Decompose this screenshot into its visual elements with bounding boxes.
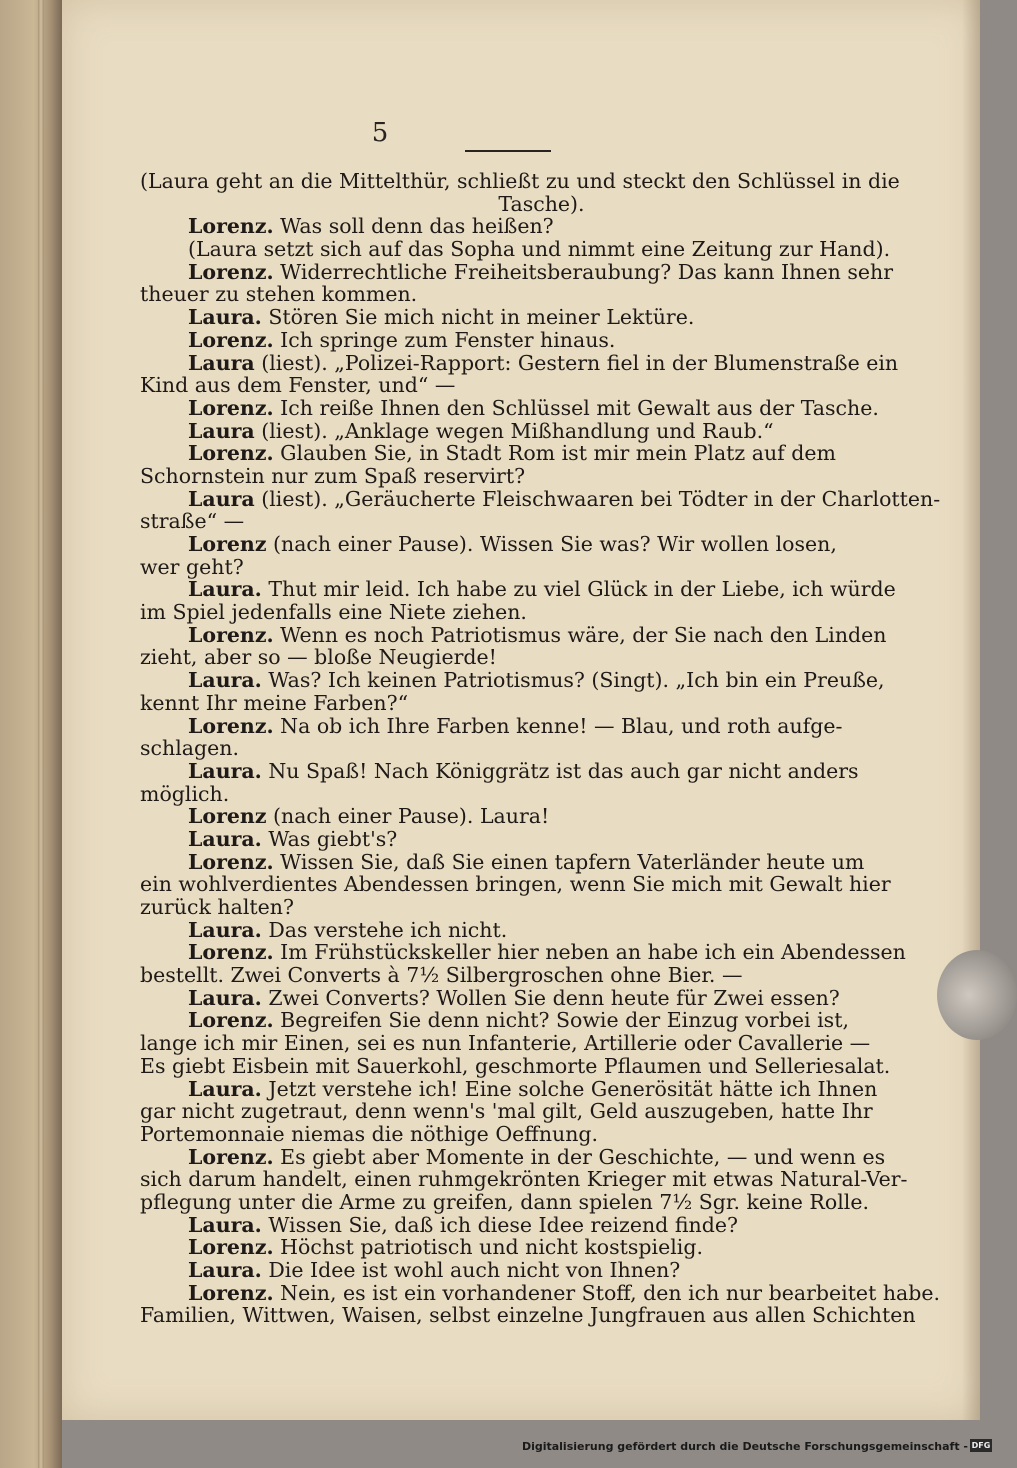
speaker-name: Laura. — [188, 985, 262, 1010]
line-text: schlagen. — [140, 736, 239, 761]
text-line — [140, 169, 900, 193]
line-text: Was soll denn das heißen? — [273, 214, 554, 239]
text-line — [140, 465, 870, 488]
line-text: straße“ — — [140, 509, 245, 534]
speaker-name: Laura. — [188, 826, 262, 851]
line-text: möglich. — [140, 781, 230, 806]
spine-edge — [38, 0, 44, 1468]
text-line — [140, 896, 870, 919]
text-line — [140, 329, 870, 352]
line-text: Tasche). — [140, 191, 585, 216]
text-line — [140, 237, 891, 262]
line-text: Nein, es ist ein vorhandener Stoff, den ich nur bearbeitet habe. — [273, 1280, 941, 1305]
speaker-name: Lorenz. — [188, 441, 274, 466]
text-line — [140, 622, 887, 647]
text-line — [140, 1123, 870, 1146]
speaker-name: Laura — [188, 350, 255, 375]
text-line — [140, 783, 870, 806]
text-line — [140, 964, 870, 987]
speaker-name: Lorenz. — [188, 849, 274, 874]
speaker-name: Laura. — [188, 1258, 262, 1282]
line-text: theuer zu stehen kommen. — [140, 282, 418, 307]
text-line — [140, 215, 870, 238]
speaker-name: Lorenz. — [188, 1144, 274, 1169]
text-line — [140, 350, 899, 375]
line-text: Was giebt's? — [261, 826, 398, 851]
line-text: bestellt. Zwei Converts à 7½ Silbergroschen ohne Bier. — — [140, 963, 743, 988]
line-text: Stören Sie mich nicht in meiner Lektüre. — [261, 305, 695, 330]
speaker-name: Laura. — [188, 668, 262, 693]
line-text: (nach einer Pause). Wissen Sie was? Wir wollen losen, — [266, 532, 837, 556]
text-line — [140, 919, 870, 942]
text-line — [140, 1076, 878, 1101]
line-text: im Spiel jedenfalls eine Niete ziehen. — [140, 600, 527, 625]
text-line — [140, 510, 870, 533]
thumb-bookmark — [937, 950, 1017, 1040]
line-text: Portemonnaie niemas die nöthige Oeffnung. — [140, 1121, 599, 1146]
text-line — [140, 1099, 873, 1124]
text-line — [140, 1280, 941, 1305]
text-line — [140, 940, 906, 965]
speaker-name: Lorenz. — [188, 940, 274, 965]
line-text: kennt Ihr meine Farben?“ — [140, 690, 409, 715]
line-text: Es giebt aber Momente in der Geschichte, — und wenn es — [273, 1144, 886, 1169]
line-text: Wissen Sie, daß ich diese Idee reizend finde? — [261, 1212, 738, 1237]
text-line — [140, 737, 870, 760]
text-line — [140, 283, 870, 306]
line-text: Wissen Sie, daß Sie einen tapfern Vaterländer heute um — [273, 849, 865, 874]
line-text: Jetzt verstehe ich! Eine solche Generösität hätte ich Ihnen — [261, 1076, 878, 1101]
line-text: (liest). „Anklage wegen Mißhandlung und Raub.“ — [254, 418, 774, 443]
line-text: Begreifen Sie denn nicht? Sowie der Einzug vorbei ist, — [273, 1008, 849, 1033]
speaker-name: Lorenz. — [188, 1235, 274, 1260]
text-line — [140, 556, 870, 579]
text-line — [140, 420, 870, 443]
line-text: Zwei Converts? Wollen Sie denn heute für Zwei essen? — [261, 985, 840, 1010]
line-text: Wenn es noch Patriotismus wäre, der Sie nach den Linden — [273, 622, 887, 647]
page-text — [140, 169, 941, 1328]
text-line — [140, 872, 891, 897]
speaker-name: Lorenz. — [188, 713, 274, 738]
text-line — [140, 193, 870, 216]
text-line — [140, 306, 870, 329]
speaker-name: Lorenz. — [188, 395, 274, 420]
line-text: pflegung unter die Arme zu greifen, dann spielen 7½ Sgr. keine Rolle. — [140, 1189, 869, 1214]
line-text: (Laura geht an die Mittelthür, schließt zu und steckt den Schlüssel in die — [140, 169, 900, 193]
line-text: Das verstehe ich nicht. — [261, 917, 508, 942]
text-line — [140, 1303, 916, 1328]
speaker-name: Laura. — [188, 1212, 262, 1237]
line-text: Widerrechtliche Freiheitsberaubung? Das kann Ihnen sehr — [273, 259, 894, 284]
book-spine — [0, 0, 62, 1468]
text-line — [140, 442, 870, 465]
text-line — [140, 668, 885, 693]
speaker-name: Lorenz. — [188, 1280, 274, 1305]
line-text: Ich reiße Ihnen den Schlüssel mit Gewalt aus der Tasche. — [273, 395, 879, 420]
speaker-name: Lorenz. — [188, 622, 274, 647]
line-text: zurück halten? — [140, 895, 294, 919]
text-line — [140, 486, 941, 511]
speaker-name: Laura — [188, 418, 255, 443]
speaker-name: Laura — [188, 486, 255, 511]
line-text: Schornstein nur zum Spaß reservirt? — [140, 463, 526, 488]
speaker-name: Lorenz. — [188, 1008, 274, 1033]
line-text: (nach einer Pause). Laura! — [266, 804, 550, 829]
line-text: (liest). „Geräucherte Fleischwaaren bei Tödter in der Charlotten- — [254, 486, 941, 511]
text-line — [140, 987, 870, 1010]
page-number-rule — [465, 150, 551, 152]
dfg-logo: DFG — [971, 1441, 991, 1450]
text-line — [140, 1053, 891, 1078]
line-text: Höchst patriotisch und nicht kostspielig. — [273, 1235, 703, 1260]
text-line — [140, 1214, 870, 1237]
line-text: wer geht? — [140, 554, 244, 579]
speaker-name: Lorenz. — [188, 259, 274, 284]
line-text: (Laura setzt sich auf das Sopha und nimmt eine Zeitung zur Hand). — [188, 237, 891, 262]
text-line — [140, 533, 870, 556]
text-line — [140, 692, 870, 715]
speaker-name: Lorenz — [188, 804, 267, 829]
speaker-name: Laura. — [188, 917, 262, 942]
text-line — [140, 1191, 870, 1214]
line-text: (liest). „Polizei-Rapport: Gestern fiel in der Blumenstraße ein — [254, 350, 899, 375]
line-text: lange ich mir Einen, sei es nun Infanterie, Artillerie oder Cavallerie — — [140, 1031, 871, 1056]
line-text: Nu Spaß! Nach Königgrätz ist das auch gar nicht anders — [261, 758, 859, 783]
text-line — [140, 1167, 908, 1192]
speaker-name: Laura. — [188, 305, 262, 330]
line-text: Im Frühstückskeller hier neben an habe ich ein Abendessen — [273, 940, 906, 965]
line-text: Kind aus dem Fenster, und“ — — [140, 373, 456, 398]
speaker-name: Laura. — [188, 1076, 262, 1101]
line-text: Familien, Wittwen, Waisen, selbst einzelne Jungfrauen aus allen Schichten — [140, 1303, 916, 1328]
text-line — [140, 577, 896, 602]
line-text: gar nicht zugetraut, denn wenn's 'mal gilt, Geld auszugeben, hatte Ihr — [140, 1099, 873, 1124]
text-line — [140, 395, 879, 420]
text-line — [140, 259, 894, 284]
line-text: Na ob ich Ihre Farben kenne! — Blau, und roth aufge- — [273, 713, 843, 738]
text-line — [140, 1144, 886, 1169]
line-text: zieht, aber so — bloße Neugierde! — [140, 645, 497, 670]
text-line — [140, 374, 870, 397]
speaker-name: Laura. — [188, 758, 262, 783]
text-line — [140, 805, 870, 828]
line-text: Die Idee ist wohl auch nicht von Ihnen? — [261, 1258, 681, 1282]
speaker-name: Laura. — [188, 577, 262, 602]
line-text: Was? Ich keinen Patriotismus? (Singt). „Ich bin ein Preuße, — [261, 668, 885, 693]
digitization-credit: Digitalisierung gefördert durch die Deutsche Forschungsgemeinschaft - — [521, 1440, 968, 1453]
text-line — [140, 760, 870, 783]
text-line — [140, 1236, 870, 1259]
line-text: Thut mir leid. Ich habe zu viel Glück in der Liebe, ich würde — [261, 577, 896, 602]
text-line — [140, 715, 870, 738]
line-text: ein wohlverdientes Abendessen bringen, wenn Sie mich mit Gewalt hier — [140, 872, 891, 897]
speaker-name: Lorenz. — [188, 214, 274, 239]
text-line — [140, 1259, 870, 1282]
line-text: sich darum handelt, einen ruhmgekrönten Krieger mit etwas Natural-Ver- — [140, 1167, 908, 1192]
line-text: Ich springe zum Fenster hinaus. — [273, 327, 616, 352]
text-line — [140, 828, 870, 851]
text-line — [140, 646, 870, 669]
text-line — [140, 601, 870, 624]
line-text: Glauben Sie, in Stadt Rom ist mir mein Platz auf dem — [273, 441, 836, 466]
speaker-name: Lorenz — [188, 532, 267, 556]
page-number: 5 — [371, 118, 389, 148]
text-line — [140, 851, 870, 874]
line-text: Es giebt Eisbein mit Sauerkohl, geschmorte Pflaumen und Selleriesalat. — [140, 1053, 891, 1078]
text-line — [140, 1032, 870, 1055]
page-shadow — [962, 0, 980, 1420]
speaker-name: Lorenz. — [188, 327, 274, 352]
text-line — [140, 1009, 870, 1032]
